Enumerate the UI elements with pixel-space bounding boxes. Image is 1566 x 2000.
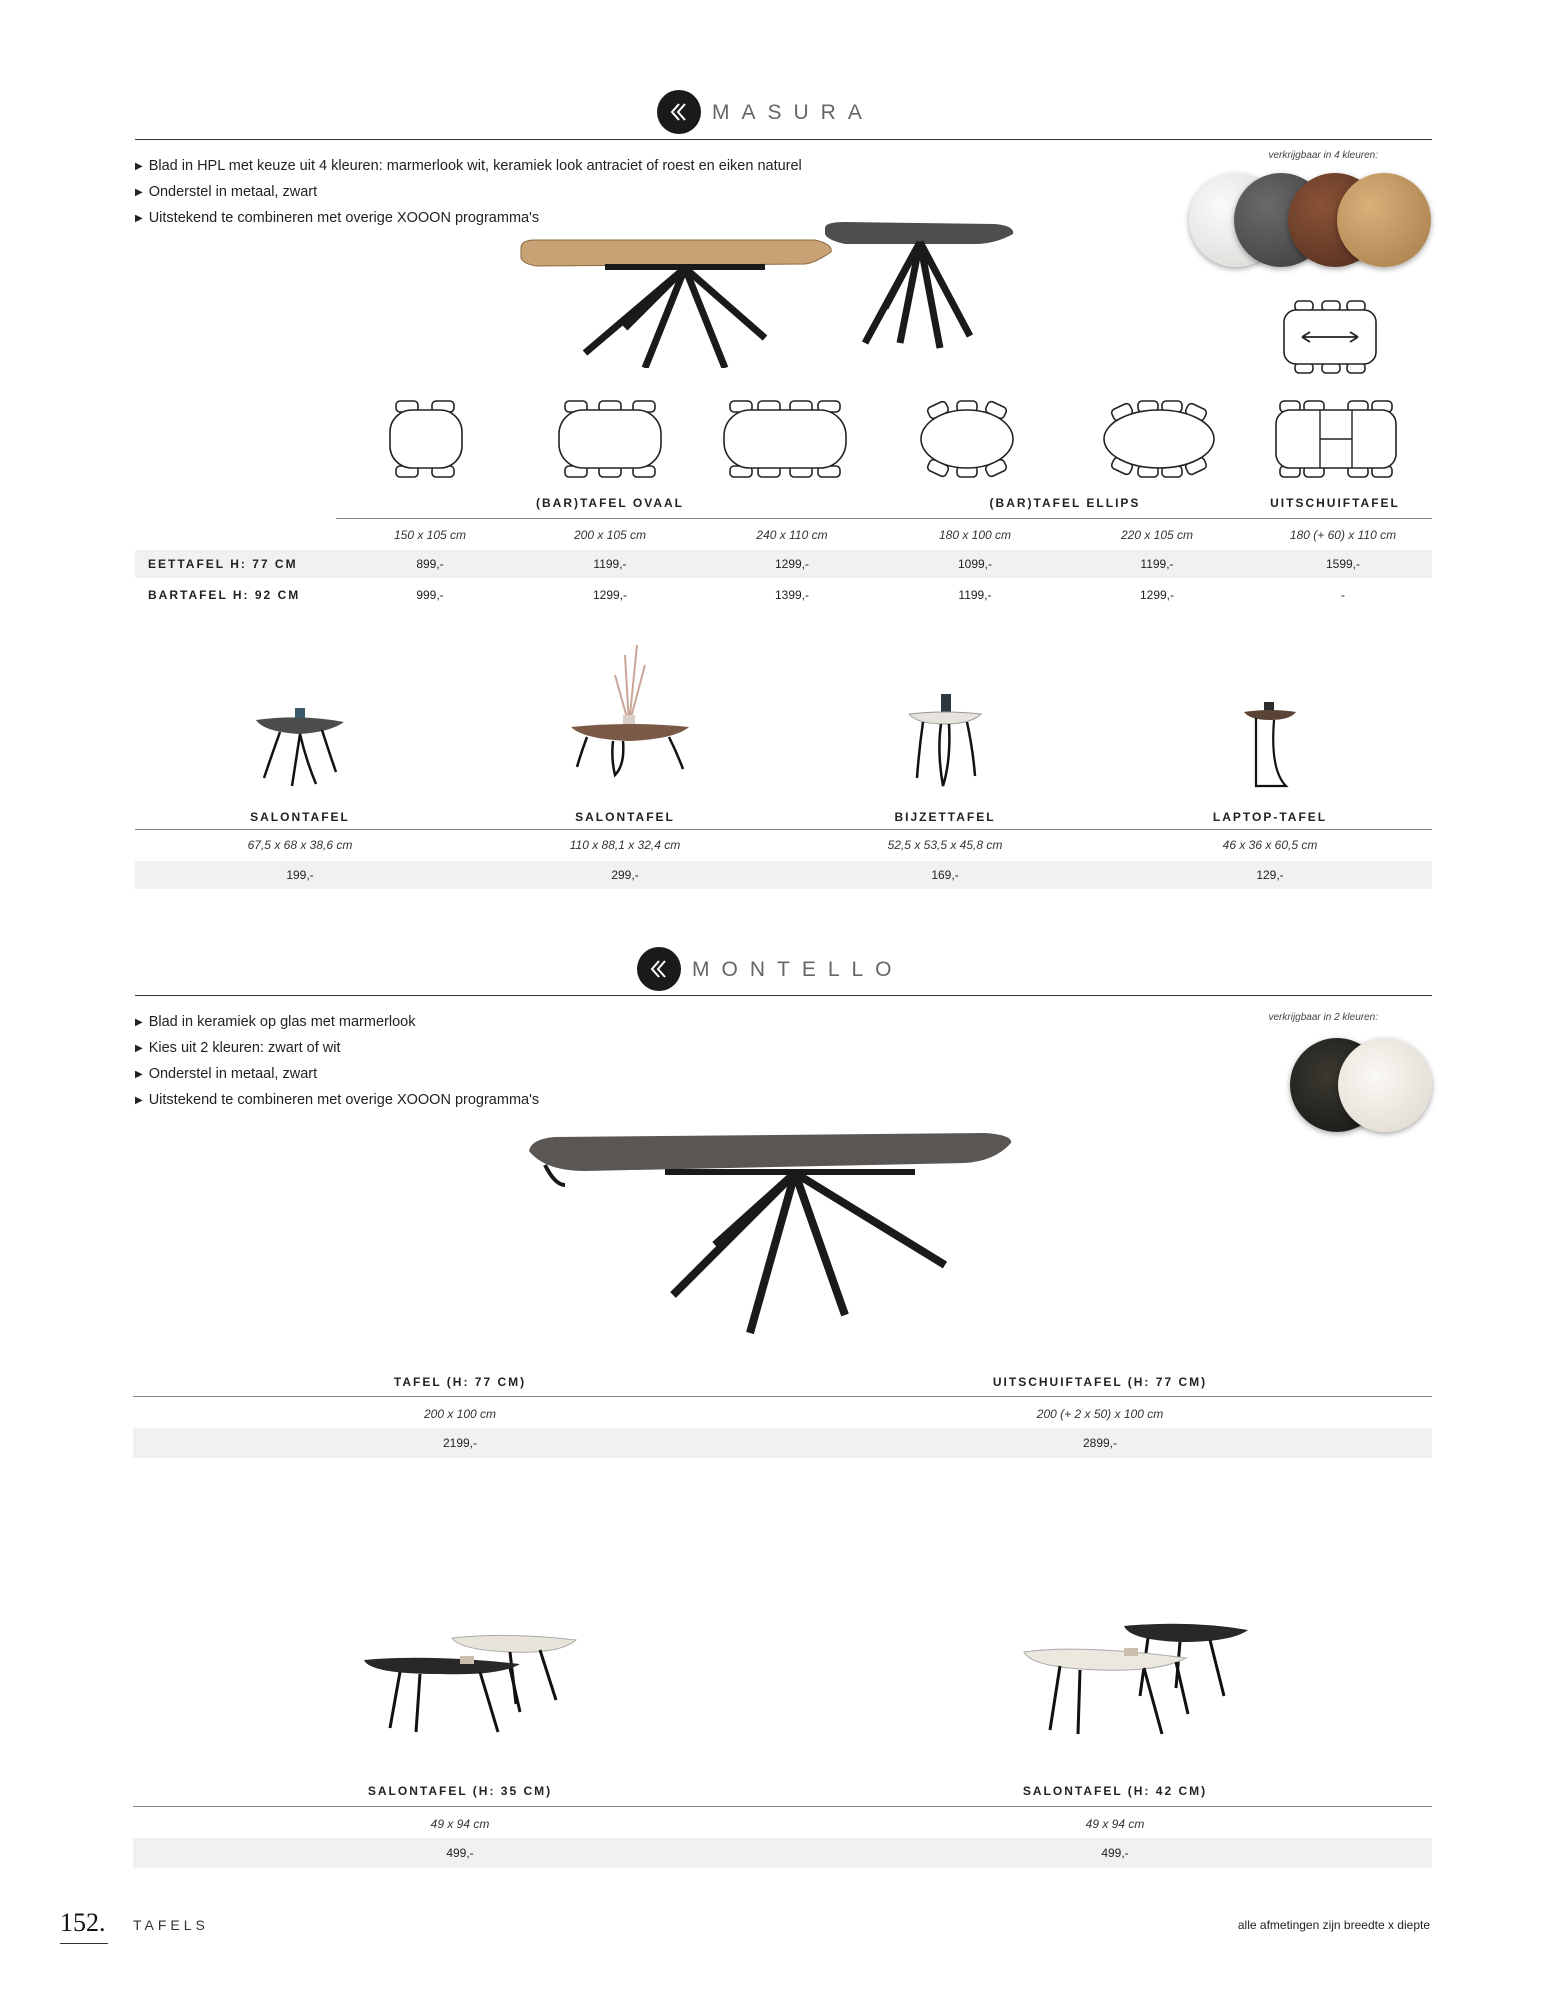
montello-table-name: UITSCHUIFTAFEL (H: 77 CM) (992, 1375, 1208, 1389)
price-cell: 1399,- (774, 588, 810, 602)
small-table-dim: 52,5 x 53,5 x 45,8 cm (887, 838, 1003, 852)
price-cell: 1199,- (1140, 557, 1174, 571)
oval-table-10-icon (720, 398, 850, 480)
price-cell: 1299,- (774, 557, 810, 571)
price-cell: - (1341, 588, 1345, 602)
masura-table-rule (336, 518, 1432, 519)
double-chevron-left-icon (647, 957, 671, 981)
extension-table-open-icon (1272, 398, 1400, 480)
swatch-oak-natural (1337, 173, 1431, 267)
small-table-price: 199,- (286, 868, 314, 882)
oval-table-8-icon (555, 398, 665, 480)
small-table-dim: 46 x 36 x 60,5 cm (1222, 838, 1318, 852)
page-number: 152. (60, 1908, 106, 1937)
row-label-eettafel: EETTAFEL H: 77 CM (148, 557, 298, 571)
price-cell: 1099,- (957, 557, 993, 571)
oval-table-6-icon (386, 398, 466, 480)
section-name: TAFELS (133, 1917, 209, 1933)
small-table-name: SALONTAFEL (250, 810, 350, 824)
masura-availability: verkrijgbaar in 4 kleuren: (1268, 150, 1378, 161)
double-chevron-left-icon (667, 100, 691, 124)
small-tables-rule (135, 829, 1432, 830)
price-cell: 1599,- (1325, 557, 1361, 571)
coffee-table-name: SALONTAFEL (H: 35 CM) (367, 1784, 553, 1798)
montello-bullet: ▶ Onderstel in metaal, zwart (135, 1062, 539, 1088)
ellipse-table-6-icon (918, 398, 1016, 480)
montello-table-price: 2899,- (1082, 1436, 1118, 1450)
extension-table-icon (1280, 298, 1380, 376)
price-cell: 899,- (416, 557, 444, 571)
dimension-cell: 180 x 100 cm (938, 528, 1012, 542)
dimension-cell: 240 x 110 cm (756, 528, 828, 542)
montello-bullet: ▶ Uitstekend te combineren met overige XOOON programma's (135, 1088, 539, 1114)
montello-table-rule (133, 1396, 1432, 1397)
masura-title: MASURA (712, 101, 874, 124)
montello-bullet: ▶ Blad in keramiek op glas met marmerlook (135, 1010, 539, 1036)
small-table-dim: 67,5 x 68 x 38,6 cm (247, 838, 353, 852)
montello-logo (637, 947, 681, 991)
montello-table-dim: 200 (+ 2 x 50) x 100 cm (1036, 1407, 1164, 1421)
dimension-cell: 220 x 105 cm (1120, 528, 1194, 542)
masura-bullet: ▶ Blad in HPL met keuze uit 4 kleuren: marmerlook wit, keramiek look antraciet of roest en eiken naturel (135, 154, 802, 180)
coffee-table-price: 499,- (1101, 1846, 1129, 1860)
masura-logo (657, 90, 701, 134)
masura-tables-image (515, 218, 1020, 368)
group-header-ellipse: (BAR)TAFEL ELLIPS (989, 496, 1141, 510)
montello-table-name: TAFEL (H: 77 CM) (393, 1375, 527, 1389)
montello-bullet: ▶ Kies uit 2 kleuren: zwart of wit (135, 1036, 539, 1062)
coffee-table-dim: 49 x 94 cm (430, 1817, 490, 1831)
masura-divider (135, 139, 1432, 140)
montello-table-image (525, 1125, 1015, 1345)
group-header-oval: (BAR)TAFEL OVAAL (536, 496, 684, 510)
montello-bullets (135, 1010, 539, 1114)
footer-note: alle afmetingen zijn breedte x diepte (1237, 1918, 1430, 1932)
row-label-bartafel: BARTAFEL H: 92 CM (148, 588, 301, 602)
small-table-dim: 110 x 88,1 x 32,4 cm (569, 838, 681, 852)
small-table-price: 299,- (611, 868, 639, 882)
montello-salontafel-42-image (1020, 1618, 1250, 1738)
small-table-price: 129,- (1256, 868, 1284, 882)
dimension-cell: 180 (+ 60) x 110 cm (1289, 528, 1397, 542)
group-header-extension: UITSCHUIFTAFEL (1270, 496, 1400, 510)
price-cell: 1299,- (592, 588, 628, 602)
small-table-name: LAPTOP-TAFEL (1212, 810, 1328, 824)
masura-bullet: ▶ Uitstekend te combineren met overige XOOON programma's (135, 206, 802, 232)
price-cell: 999,- (416, 588, 444, 602)
masura-bullet: ▶ Onderstel in metaal, zwart (135, 180, 802, 206)
small-table-price: 169,- (931, 868, 959, 882)
salontafel-large-image (565, 635, 695, 785)
dimension-cell: 200 x 105 cm (573, 528, 647, 542)
small-table-name: SALONTAFEL (575, 810, 675, 824)
coffee-tables-rule (133, 1806, 1432, 1807)
laptop-tafel-image (1240, 700, 1300, 795)
montello-title: MONTELLO (692, 958, 904, 981)
montello-divider (135, 995, 1432, 996)
price-cell: 1199,- (958, 588, 992, 602)
montello-table-price: 2199,- (442, 1436, 478, 1450)
price-cell: 1299,- (1139, 588, 1175, 602)
coffee-table-name: SALONTAFEL (H: 42 CM) (1022, 1784, 1208, 1798)
page-number-underline (60, 1943, 108, 1944)
dimension-cell: 150 x 105 cm (393, 528, 467, 542)
coffee-table-dim: 49 x 94 cm (1085, 1817, 1145, 1831)
bijzettafel-image (905, 690, 985, 790)
montello-table-dim: 200 x 100 cm (423, 1407, 497, 1421)
montello-availability: verkrijgbaar in 2 kleuren: (1268, 1012, 1378, 1023)
montello-salontafel-35-image (360, 1628, 580, 1738)
coffee-table-price: 499,- (446, 1846, 474, 1860)
small-table-name: BIJZETTAFEL (894, 810, 996, 824)
salontafel-small-image (250, 700, 350, 790)
ellipse-table-8-icon (1100, 398, 1218, 480)
swatch-white-marble (1338, 1038, 1432, 1132)
price-cell: 1199,- (593, 557, 627, 571)
